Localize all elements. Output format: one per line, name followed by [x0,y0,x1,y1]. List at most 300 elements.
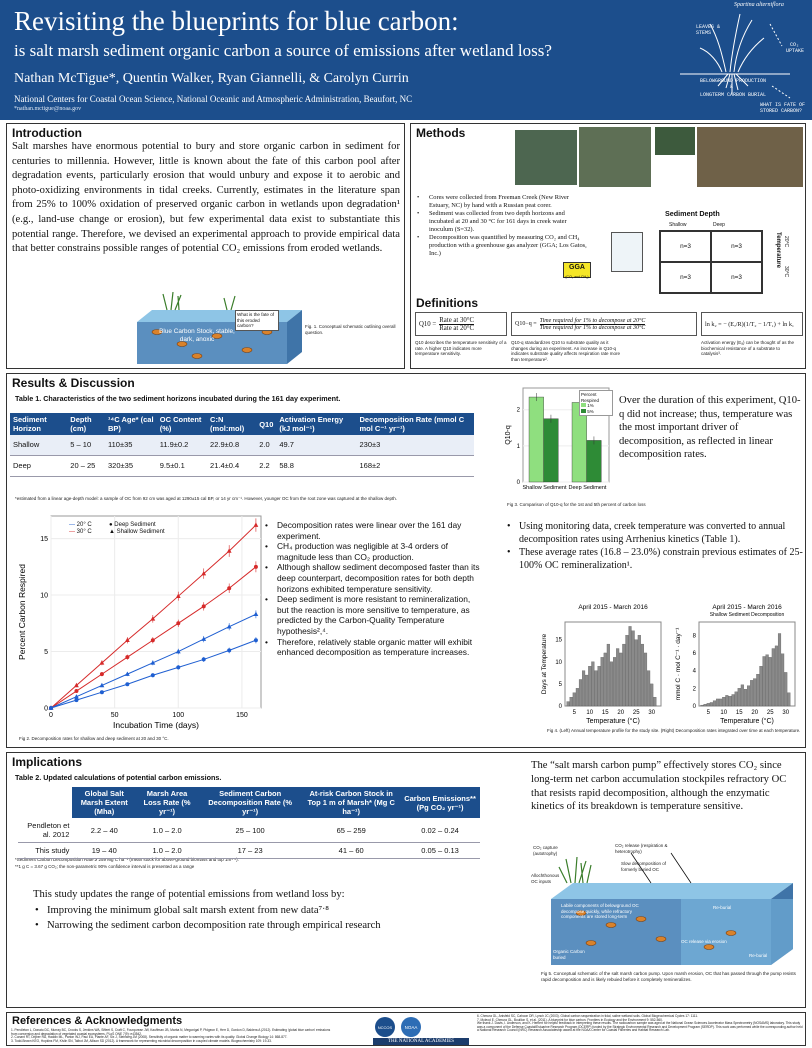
q10q-equation-box [511,312,697,336]
fig4b-bar [772,649,775,706]
results-bullet: • Deep sediment is more resistant to remineralization, but the reaction is more sensitive to temperature, as predicted by the Carbon-Quality Temperature hypothesis²,⁴. [265,594,483,636]
fig4a-bar [604,653,607,706]
fig4a-bar [567,702,570,706]
fig5-label-reburial-1: Re-burial [713,905,732,910]
fig4a-bar [585,675,588,706]
arrhenius-bullet-list [507,520,803,572]
header-marsh-diagram [660,2,810,118]
table1-sediment-characteristics [10,413,474,477]
fig4b-bar [760,666,763,706]
results-heading: Results & Discussion [12,376,135,390]
fig4b-bar [766,655,769,706]
fig3-x-tick-label: Shallow Sediment [522,485,567,491]
fig3-legend [579,390,613,416]
fig4b-x-tick-label: 10 [720,710,728,716]
fig4a-bar [626,635,629,706]
fig4a-bar [616,649,619,706]
table1-caption: Table 1. Characteristics of the two sediment horizons incubated during the 161 day experiment. [15,394,341,403]
fig2-data-point [254,638,258,642]
gga-sublabel: (CO₂ and CH₄) [565,275,589,279]
nccos-logo: NCCOS [375,1017,395,1037]
introduction-panel [6,123,405,369]
fig4b-bar [716,699,719,706]
fig4a-bar [598,666,601,706]
fig4a-bar [619,653,622,706]
fig4b-bar [763,656,766,706]
fig4b-title: April 2015 - March 2016 [712,604,782,611]
table-cell: 0.05 – 0.13 [400,843,480,859]
fig3-caption: Fig 3. Comparison of Q10-q for the 1st and 5th percent of carbon loss [507,502,646,507]
poster-affiliation: National Centers for Coastal Ocean Science, National Oceanic and Atmospheric Administration, Beaufort, NC [14,94,413,104]
fig2-decomposition-chart [15,512,265,734]
fig4b-bar [704,704,707,706]
table-cell: 5 – 10 [67,435,105,456]
belowground-label-1: BELOWGROUND PRODUCTION [700,78,767,84]
fig4b-bar [741,685,744,706]
grid-cell: n=3 [660,231,711,262]
q10-lhs: Q10 = [419,320,437,328]
belowground-label-2: & [730,84,734,90]
fig2-y-axis-label: Percent Carbon Respired [17,564,27,660]
table2-header-row [18,787,480,818]
fig2-svg [15,512,265,734]
table2-footnote-2: **1 g C = 3.67 g CO₂; the non-parametric 90% confidence interval is presented as a range [15,864,195,869]
carbon-pump-text: The “salt marsh carbon pump” effectively stores CO₂ since long-term net carbon accumulation stockpiles refractory OC that resists rapid decomposition, although the enzymatic kinetics of its breakdown is temperature sensitive. [531,760,787,813]
table-row [18,843,480,859]
references-list-1 [11,1029,331,1043]
grid-row-20: 20°C [783,236,789,248]
fig3-bar [529,397,544,482]
q10-denominator: Rate at 20°C [439,324,475,332]
fig2-data-point [227,648,231,652]
fig3-description: Over the duration of this experiment, Q10-q did not increase; thus, temperature was the most important driver of decomposition, as reflected in linear decomposition rates. [619,395,801,460]
arrhenius-bullet: • These average rates (16.8 – 23.0%) constrain previous estimates of 25-100% OC remineralization¹. [507,546,803,572]
fig4a-bar [570,697,573,706]
table1-header: Q10 [256,413,276,435]
leaves-label: LEAVES & [696,24,721,30]
fig4b-x-axis-label: Temperature (°C) [720,718,774,725]
fig3-y-tick-label: 2 [516,407,520,414]
fig4b-bar [778,633,781,706]
fig4a-bar [629,626,632,706]
fig4a-x-tick-label: 15 [601,710,609,716]
fig4a-bar [635,640,638,706]
fig4b-bar [744,689,747,706]
fig4a-bar [650,684,653,706]
references-list-2 [477,1015,803,1033]
fig4b-bar [738,688,741,706]
fig1-conceptual-schematic [127,292,307,366]
table1-header: Activation Energy (kJ mol⁻¹) [276,413,356,435]
fig2-x-tick-label: 100 [172,712,185,719]
fig4a-y-tick-label: 0 [558,704,562,710]
table2-header: Global Salt Marsh Extent (Mha) [72,787,136,818]
fig4b-bar [775,646,778,706]
fig2-data-point [202,604,206,608]
fig3-legend-1pct: 1% [581,403,611,409]
fig4b-x-tick-label: 25 [766,710,774,716]
fig5-label-slow: Slow decomposition of formerly buried OC [621,861,667,872]
fig4b-bar [784,672,787,706]
legend-shallow: ▲ Shallow Sediment [109,529,165,535]
fig4a-bar [579,679,582,706]
fig4a-x-tick-label: 20 [617,710,625,716]
table-cell: 2.0 [256,435,276,456]
methods-heading: Methods [416,126,466,140]
sediment-core-photo [697,127,803,187]
fig4a-bar [647,671,650,706]
table-cell: Shallow [10,435,67,456]
reference-item: 1. Pendleton L, Donato DC, Murray BC, Crooks S, Jenkins WA, Sifleet S, Craft C, Fourqurean JW, Kauffman JB, Marba N, Megonigal P, Pidgeon E, Herr D, Gordon D, Baldera A (2012). Estimating 'global blue carbon' emissions from conversion and degradation of vegetated coastal ecosystems. PLoS ONE 7(9): e43542. [11,1028,331,1036]
fig4b-bar [787,693,790,706]
grid-cell: n=3 [660,262,711,293]
fig2-data-point [125,655,129,659]
table1-header: C:N (mol:mol) [207,413,256,435]
grid-cell: n=3 [711,231,762,262]
q10-equation-box [415,312,507,336]
fig5-label-capture: CO₂ capture (autotrophy) [533,845,558,856]
fig4a-bar [653,697,656,706]
table2-emissions [18,787,480,859]
fig4b-x-tick-label: 5 [706,710,710,716]
table2-header: At-risk Carbon Stock in Top 1 m of Marsh* (Mg C ha⁻¹) [302,787,400,818]
table-cell: 49.7 [276,435,356,456]
fig4b-bar [725,695,728,706]
reference-item: 3. Todd-Brown KEO, Hopkins FM, Kivlin SN, Talbot JM, Allison SD (2012). A framework for representing microbial decomposition in coupled climate models. Biogeochemistry 109: 19-33. [11,1038,272,1043]
poster-header [0,0,812,120]
fig5-label-erosion: OC release via erosion [681,939,727,944]
fig2-data-point [100,690,104,694]
fig2-caption: Fig 2. Decomposition rates for shallow and deep sediment at 20 and 30 °C. [19,736,169,741]
implications-bullet: • Improving the minimum global salt marsh extent from new data⁷ˑ⁸ [35,903,475,918]
fig2-data-point [100,672,104,676]
fig5-label-buried: Organic Carbon buried [553,949,585,960]
table1-footnote: *estimated from a linear age-depth model: a sample of OC from 92 cm was aged at 1290±15 cal BP, or 14 yr cm⁻¹. However, younger OC from the root zone was captured at the shallow depth. [15,496,397,501]
fig4b-bar [707,703,710,706]
q10q-numerator: Time required for 1% to decompose at 20°C [539,317,646,324]
q10-fraction [439,317,474,332]
fig4a-x-axis-label: Temperature (°C) [586,718,640,725]
fig4a-bar [588,666,591,706]
fig4b-y-tick-label: 0 [692,704,696,710]
fig3-x-tick-label: Deep Sediment [568,485,607,491]
fig2-data-point [74,698,78,702]
table-cell: 21.4±0.4 [207,456,256,477]
fig4-temperature-histogram [537,602,667,726]
table-cell: 110±35 [105,435,157,456]
fig4-decomposition-histogram [671,602,803,726]
table-row [10,456,474,477]
fig2-data-point [125,682,129,686]
table1-header-row [10,413,474,435]
fig4b-subtitle: Shallow Sediment Decomposition [709,612,785,618]
map-inset-2 [579,127,651,187]
references-heading: References & Acknowledgments [12,1015,183,1027]
map-inset-1 [515,130,577,185]
q10-numerator: Rate at 30°C [439,316,475,324]
fig4a-title: April 2015 - March 2016 [578,604,648,611]
fig5-label-reburial-2: Re-burial [749,953,768,958]
fig4b-bar [710,702,713,706]
q10-note: Q10 describes the temperature sensitivity of a rate. A higher Q10 indicates more temperature sensitivity. [415,340,507,356]
fig3-y-axis-label: Q10-q [505,425,512,445]
table-cell: 1.0 – 2.0 [136,818,198,843]
stems-label: STEMS [696,30,712,36]
reference-item: 7. Mcleod E, Chmura GL, Bouillon S, et al. (2011). A blueprint for blue carbon. Frontiers in Ecology and the Environment 9: 552-560. [477,1017,663,1022]
fig2-y-tick-label: 15 [40,536,48,544]
table-cell: Pendleton et al. 2012 [18,818,72,843]
table-cell: This study [18,843,72,859]
grid-col-shallow: Shallow [669,222,687,228]
fig4a-bar [582,671,585,706]
fig4b-bar [722,697,725,706]
fig3-q10q-bar-chart [503,384,613,502]
fig2-data-point [254,565,258,569]
fig1-block-label: Blue Carbon Stock, stable, dark, anoxic [159,328,235,343]
fig4b-bar [735,692,738,706]
implications-bullet-list [35,903,475,933]
arrhenius-bullet: • Using monitoring data, creek temperature was converted to annual decomposition rates using Arrhenius kinetics (Table 1). [507,520,803,546]
implications-update-text: This study updates the range of potential emissions from wetland loss by: [33,889,345,900]
results-bullet: • Therefore, relatively stable organic matter will exhibit enhanced decomposition as temperature increases. [265,637,483,658]
uptake-label: UPTAKE [786,48,805,54]
fig5-label-labile: Labile components of belowground OC decompose quickly, while refractory components are stored long-term [561,903,639,919]
fig3-legend-title: Percent Respired [581,392,600,403]
q10q-lhs: Q10−q = [515,321,537,327]
definitions-heading: Definitions [416,296,478,310]
introduction-heading: Introduction [12,126,82,140]
poster-title: Revisiting the blueprints for blue carbon: [14,6,459,36]
fig4b-x-tick-label: 20 [751,710,759,716]
fig4b-x-tick-label: 30 [782,710,790,716]
fig4b-bar [781,654,784,706]
fig4b-bar [769,657,772,706]
table-cell: 65 – 259 [302,818,400,843]
table-cell: 41 – 60 [302,843,400,859]
reference-item: 6. Chmura GL, Anisfeld SC, Cahoon DR, Lynch JC (2003). Global carbon sequestration in tidal, saline wetland soils. Global Biogeochemical Cycles 17: 1111. [477,1014,698,1018]
activation-energy-note: Activation energy (Eₐ) can be thought of as the biochemical resistance of a substrate to catalysis³. [701,340,794,356]
grid-title: Sediment Depth [665,209,720,218]
q10q-denominator: Time required for 1% to decompose at 30°C [539,324,646,331]
table-cell: 0.02 – 0.24 [400,818,480,843]
fig2-data-point [202,657,206,661]
fate-label-1: WHAT IS FATE OF [760,102,806,108]
fig2-y-tick-label: 0 [44,705,48,713]
fig5-caption: Fig 5. Conceptual schematic of the salt marsh carbon pump. Upon marsh erosion, OC that has passed through the pump resists rapid decomposition and is likely rebuied before it completely remineralizes. [541,971,796,982]
fig2-data-point [151,638,155,642]
fig4a-bar [613,657,616,706]
legend-30c: — 30° C [69,529,92,535]
fig4a-bar [644,653,647,706]
fig2-legend-sediment [109,522,165,536]
fig5-carbon-pump-schematic [531,843,803,971]
fig2-y-tick-label: 5 [44,649,48,657]
fig4-caption: Fig 4. (Left) Annual temperature profile for the study site. (Right) Decomposition rates integrated over time at each temperature. [547,728,801,733]
table1-header: Sediment Horizon [10,413,67,435]
fig4a-bar [576,688,579,706]
fig2-y-tick-label: 10 [40,592,48,600]
results-bullet: • Although shallow sediment decomposed faster than its deep counterpart, decomposition rates for both depth horizons exhibited temperature sensitivity. [265,562,483,594]
fig4b-y-tick-label: 4 [692,668,696,675]
poster-email: *nathan.mctigue@noaa.gov [14,106,82,112]
reference-item: 2. Conant RT, Drijber RA, Haddix ML, Parton WJ, Paul EA, Plante AF, Six J, Steinweg JM (2008). Sensitivity of organic matter to warming varies with its quality. Global Change Biology 14: 868-877. [11,1035,288,1040]
fig4a-y-tick-label: 15 [555,637,562,644]
table2-header: Sediment Carbon Decomposition Rate (% yr⁻¹) [198,787,302,818]
poster-authors: Nathan McTigue*, Quentin Walker, Ryan Giannelli, & Carolyn Currin [14,71,409,86]
table2-caption: Table 2. Updated calculations of potential carbon emissions. [15,773,222,782]
legend-deep: ● Deep Sediment [109,522,156,528]
table-cell: 230±3 [357,435,474,456]
table-cell: 2.2 [256,456,276,477]
fig2-legend [69,522,92,536]
table-cell: 9.5±0.1 [157,456,207,477]
marsh-plant-illustration [660,2,810,118]
fig4a-x-tick-label: 30 [648,710,656,716]
table-row [18,818,480,843]
species-label: Spartina alterniflora [734,2,784,8]
results-bullet: • Decomposition rates were linear over the 161 day experiment. [265,520,483,541]
methods-bullet: • Decomposition was quantified by measuring CO₂ and CH₄ production with a greenhouse gas analyzer (GGA; Los Gatos, Inc.) [417,234,587,258]
grid-row-label: Temperature [775,232,781,268]
fig4a-bar [601,657,604,706]
references-panel [6,1012,806,1046]
table-cell: 11.9±0.2 [157,435,207,456]
table-cell: 20 – 25 [67,456,105,477]
fig3-bar [544,419,559,482]
table-cell: 22.9±0.8 [207,435,256,456]
fig4b-bar [713,701,716,706]
fig4a-x-tick-label: 10 [586,710,594,716]
grid-cell: n=3 [711,262,762,293]
table-cell: 19 – 40 [72,843,136,859]
table-cell: 17 – 23 [198,843,302,859]
fig4b-bar [756,674,759,706]
national-academies-logo: THE NATIONAL ACADEMIES [373,1038,469,1046]
fig5-label-allochthonous: Allochthonous OC inputs [531,873,560,884]
implications-heading: Implications [12,755,83,769]
fig4b-y-tick-label: 2 [692,686,696,693]
table-cell: 320±35 [105,456,157,477]
table1-header: Depth (cm) [67,413,105,435]
fig2-data-point [176,621,180,625]
gga-analyzer-box [563,262,591,278]
fig4b-y-tick-label: 8 [692,633,696,640]
results-bullet-list [265,520,483,658]
fig4b-x-tick-label: 15 [735,710,743,716]
table-cell: 58.8 [276,456,356,477]
fig4a-y-axis-label: Days at Temperature [541,633,548,695]
table1-header: Decomposition Rate (mmol C mol C⁻¹ yr⁻¹) [357,413,474,435]
table-cell: 1.0 – 2.0 [136,843,198,859]
field-photo-1 [655,127,695,155]
table1-header: ¹⁴C Age* (cal BP) [105,413,157,435]
fig2-data-point [151,673,155,677]
fig4b-y-tick-label: 6 [692,650,696,657]
fig4a-bar [591,662,594,706]
fig3-y-tick-label: 0 [516,480,520,486]
table-cell: 2.2 – 40 [72,818,136,843]
fig4b-bar [747,686,750,706]
fig4a-bar [607,644,610,706]
table-cell: Deep [10,456,67,477]
fig4a-bar [632,631,635,706]
fig4a-y-tick-label: 5 [558,681,562,688]
table-row [10,435,474,456]
acknowledgments-text: We thank J. Davis, I. Anderson, and K. Herbert for helpful feedback in interpreting these results. The radiocarbon sample was aged at the National Ocean Sciences Accelerator Mass Spectrometry (NOSAMS) laboratory. This study was a component of the Defense Coastal/Estuarine Research Program (DCERP) funded by the Strategic Environmental Research and Development Program (SERDP). This work was performed while the corresponding author held a National Research Council (NRC) Research Associateship award at the NOAA Center for Coastal Fisheries and Habitat Research Lab. [477,1021,803,1033]
grid-col-deep: Deep [713,222,725,228]
arrhenius-equation-box: ln k₂ = − (Eₐ/R)(1/T₂ − 1/T₁) + ln k₁ [701,312,803,336]
fig4a-bar [610,662,613,706]
table2-header: Marsh Area Loss Rate (% yr⁻¹) [136,787,198,818]
noaa-logo: NOAA [401,1017,421,1037]
introduction-text: Salt marshes have enormous potential to bury and store organic carbon in sediment for centuries to millennia. However, little is known about the fate of this carbon pool after degradation events, particularly erosion that would unbury and expose it to aerobic and photo-oxidizing environments in tidal creeks. Currently, estimates in the literature span from 25% to 100% oxidation of preserved organic carbon in wetlands upon degradation¹ (e.g., land-use change or erosion), but few experimental data exist to substantiate this potential range. Therefore, we devised an experimental approach to provide empirical data that better constrains possible ranges of potential CO₂ emissions from eroded wetlands. [12,141,400,255]
results-bullet: • CH₄ production was negligible at 3-4 orders of magnitude less than CO₂ production. [265,541,483,562]
fig2-data-point [227,586,231,590]
fig4a-bar [638,635,641,706]
fig3-y-tick-label: 1 [516,443,520,450]
fig4a-x-tick-label: 5 [572,710,576,716]
table2-header [18,787,72,818]
fig4b-bar [753,679,756,706]
fig2-data-point [74,689,78,693]
fig4a-svg [537,602,667,726]
table-cell: 168±2 [357,456,474,477]
q10q-fraction [540,318,646,331]
methods-bullet: • Cores were collected from Freeman Creek (New River Estuary, NC) by hand with a Russian peat corer. [417,194,587,210]
fig1-caption: Fig. 1. Conceptual schematic outlining overall question. [305,324,396,335]
grid-row-30: 30°C [783,266,789,278]
fig4a-bar [595,671,598,706]
fig4b-svg [671,602,803,726]
fig2-x-axis-label: Incubation Time (days) [113,720,199,730]
fig3-legend-5pct: 5% [581,409,611,415]
incubation-jar-icon [611,232,643,272]
table1-header: OC Content (%) [157,413,207,435]
co2-label: CO₂ [790,42,800,48]
fig2-data-point [176,665,180,669]
table-cell: 25 – 100 [198,818,302,843]
implications-bullet: • Narrowing the sediment carbon decomposition rate through empirical research [35,918,475,933]
table2-footnote-1: *Sediment Carbon Decomposition Rate ≥ 259 Mg C ha⁻¹ (mean stock for above-ground biomass and top 1m⁵ˑ⁶). [15,857,239,862]
legend-20c: — 20° C [69,522,92,528]
fig4a-bar [573,693,576,706]
fig4a-y-tick-label: 10 [555,659,562,666]
methods-bullet-list [417,194,587,258]
table2-header: Carbon Emissions** (Pg CO₂ yr⁻¹) [400,787,480,818]
fig4b-bar [701,705,704,706]
fig4b-bar [729,696,732,706]
fig2-x-tick-label: 0 [49,712,53,719]
fig1-question-box: What is the fate of this eroded carbon? [235,310,279,331]
fig2-x-tick-label: 150 [236,712,248,719]
gga-label: GGA [569,264,585,271]
fig4a-bar [622,644,625,706]
fig4b-bar [750,680,753,706]
poster-subtitle: is salt marsh sediment organic carbon a source of emissions after wetland loss? [14,41,552,60]
fig4a-bar [641,644,644,706]
fig2-data-point [49,706,53,710]
fig4b-bar [732,695,735,706]
fig4b-bar [719,699,722,706]
fig5-label-release: CO₂ release (respiration & heterotrophy) [615,843,668,854]
fig4a-x-tick-label: 25 [632,710,640,716]
q10q-note: Q10-q standardizes Q10 to substrate quality as it changes during an experiment. An increase in Q10-q indicates substrate quality affects respiration rate more than temperature². [511,340,620,362]
methods-bullet: • Sediment was collected from two depth horizons and incubated at 20 and 30 °C for 161 days in creek water inoculum (S=32). [417,210,587,234]
fig2-x-tick-label: 50 [110,712,119,719]
belowground-label-3: LONGTERM CARBON BURIAL [700,92,767,98]
experimental-design-grid [659,230,763,294]
fig4b-y-axis-label: mmol C · mol C⁻¹ · day⁻¹ [675,627,682,701]
